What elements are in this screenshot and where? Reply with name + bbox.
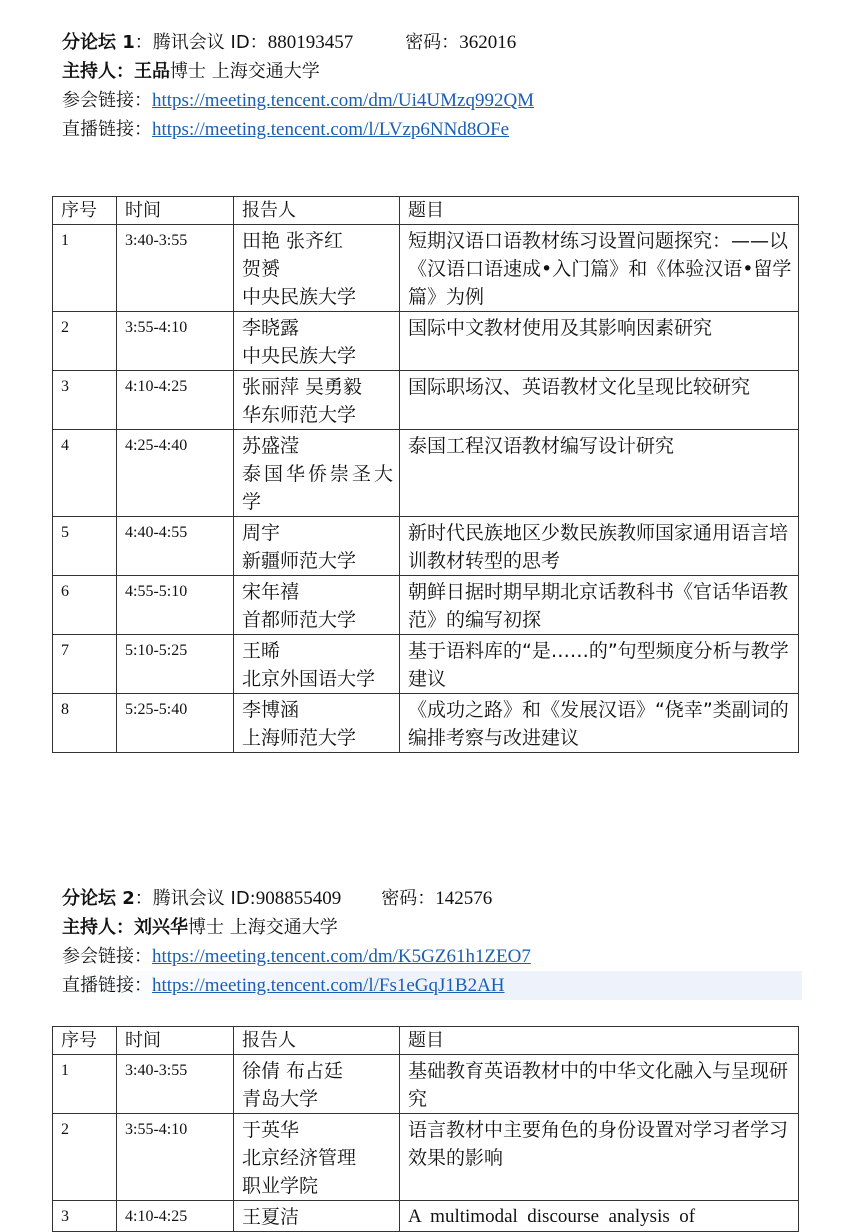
row-topic: 《成功之路》和《发展汉语》“侥幸”类副词的编排考察与改进建议: [400, 694, 799, 753]
password: 362016: [459, 32, 517, 53]
host-name: 王品: [134, 61, 170, 82]
reporter-affiliation: 北京经济管理: [242, 1147, 357, 1169]
row-no: 3: [53, 1201, 117, 1232]
table-row: [53, 694, 799, 753]
reporter-name: 周宇: [242, 522, 281, 544]
reporter-name: 田艳 张齐红: [242, 230, 344, 252]
forum-title: 分论坛 2: [62, 888, 135, 909]
row-topic: 朝鲜日据时期早期北京话教科书《官话华语教范》的编写初探: [400, 576, 799, 635]
table-header-row: [53, 1027, 799, 1055]
reporter-affiliation: 首都师范大学: [242, 609, 357, 631]
forum-2-join-line: [62, 942, 802, 971]
row-no: 4: [53, 430, 117, 517]
row-topic: 国际中文教材使用及其影响因素研究: [400, 312, 799, 371]
live-link[interactable]: https://meeting.tencent.com/l/Fs1eGqJ1B2AH: [152, 975, 505, 996]
row-topic: 基于语料库的“是……的”句型频度分析与教学建议: [400, 635, 799, 694]
table-row: [53, 1114, 799, 1201]
reporter-name: 张丽萍 吴勇毅: [242, 376, 363, 398]
forum-1-join-line: [62, 86, 802, 115]
row-topic: 国际职场汉、英语教材文化呈现比较研究: [400, 371, 799, 430]
forum-2-live-line: [62, 971, 802, 1000]
password-label: 密码：: [381, 888, 436, 909]
meeting-id-label: 腾讯会议 ID：: [152, 32, 268, 53]
row-no: 1: [53, 1055, 117, 1114]
header-no: 序号: [53, 1027, 117, 1055]
reporter-affiliation: 新疆师范大学: [242, 550, 357, 572]
forum-2-host-line: 主持人：刘兴华博士 上海交通大学: [62, 917, 338, 938]
password: 142576: [435, 888, 493, 909]
forum-2-meeting-line: 分论坛 2：腾讯会议 ID:908855409 密码：142576: [62, 888, 493, 909]
table-header-row: [53, 197, 799, 225]
join-link[interactable]: https://meeting.tencent.com/dm/Ui4UMzq992QM: [152, 90, 535, 111]
row-topic: A multimodal discourse analysis of: [400, 1201, 799, 1232]
row-reporter: [234, 225, 400, 312]
reporter-name: 苏盛滢: [242, 435, 300, 457]
row-reporter: [234, 1114, 400, 1201]
join-label: 参会链接：: [62, 946, 152, 967]
table-row: [53, 1055, 799, 1114]
row-reporter: [234, 576, 400, 635]
header-no: 序号: [53, 197, 117, 225]
row-time: 4:25-4:40: [117, 430, 234, 517]
table-row: [53, 635, 799, 694]
reporter-name: 李晓露: [242, 317, 300, 339]
live-label: 直播链接：: [62, 119, 152, 140]
table-row: [53, 1201, 799, 1232]
forum-1-host-line: 主持人：王品博士 上海交通大学: [62, 61, 320, 82]
reporter-affiliation: 泰国华侨崇圣大学: [242, 463, 393, 513]
row-topic: 新时代民族地区少数民族教师国家通用语言培训教材转型的思考: [400, 517, 799, 576]
table-row: [53, 371, 799, 430]
row-time: 4:55-5:10: [117, 576, 234, 635]
header-reporter: 报告人: [234, 197, 400, 225]
row-topic: 泰国工程汉语教材编写设计研究: [400, 430, 799, 517]
meeting-id-label: 腾讯会议 ID:: [152, 888, 256, 909]
row-reporter: [234, 635, 400, 694]
row-no: 5: [53, 517, 117, 576]
row-reporter: [234, 430, 400, 517]
reporter-affiliation: 青岛大学: [242, 1088, 319, 1110]
host-label: 主持人: [62, 917, 116, 938]
row-time: 5:10-5:25: [117, 635, 234, 694]
header-reporter: 报告人: [234, 1027, 400, 1055]
meeting-id: 880193457: [267, 32, 354, 53]
forum-1-info: [62, 28, 802, 144]
host-label: 主持人: [62, 61, 116, 82]
row-time: 3:40-3:55: [117, 225, 234, 312]
forum-2-info: [62, 884, 802, 1000]
forum-1-live-line: [62, 115, 802, 144]
forum-title: 分论坛 1: [62, 32, 135, 53]
header-time: 时间: [117, 197, 234, 225]
reporter-affiliation: 华东师范大学: [242, 404, 357, 426]
reporter-affiliation: 中央民族大学: [242, 345, 357, 367]
row-reporter: [234, 371, 400, 430]
row-reporter: [234, 517, 400, 576]
reporter-name: 王夏洁: [242, 1206, 300, 1228]
row-no: 1: [53, 225, 117, 312]
live-link[interactable]: https://meeting.tencent.com/l/LVzp6NNd8OFe: [152, 119, 510, 140]
forum-1-schedule-table: [52, 196, 799, 753]
reporter-name: 王晞: [242, 640, 281, 662]
row-topic: 语言教材中主要角色的身份设置对学习者学习效果的影响: [400, 1114, 799, 1201]
reporter-name: 李博涵: [242, 699, 300, 721]
password-label: 密码：: [405, 32, 460, 53]
join-label: 参会链接：: [62, 90, 152, 111]
host-affiliation: 博士 上海交通大学: [188, 917, 338, 938]
reporter-name: 于英华: [242, 1119, 300, 1141]
table-row: [53, 576, 799, 635]
row-time: 3:40-3:55: [117, 1055, 234, 1114]
header-time: 时间: [117, 1027, 234, 1055]
row-time: 4:40-4:55: [117, 517, 234, 576]
row-topic: 短期汉语口语教材练习设置问题探究：——以《汉语口语速成•入门篇》和《体验汉语•留学篇》为例: [400, 225, 799, 312]
header-topic: 题目: [400, 197, 799, 225]
row-time: 4:10-4:25: [117, 1201, 234, 1232]
row-no: 2: [53, 1114, 117, 1201]
row-no: 3: [53, 371, 117, 430]
table-row: [53, 312, 799, 371]
reporter-affiliation: 上海师范大学: [242, 727, 357, 749]
reporter-affiliation: 中央民族大学: [242, 286, 357, 308]
join-link[interactable]: https://meeting.tencent.com/dm/K5GZ61h1ZEO7: [152, 946, 531, 967]
reporter-name: 徐倩 布占廷: [242, 1060, 344, 1082]
host-name: 刘兴华: [134, 917, 188, 938]
row-time: 5:25-5:40: [117, 694, 234, 753]
live-label: 直播链接：: [62, 975, 152, 996]
row-time: 3:55-4:10: [117, 1114, 234, 1201]
reporter-affiliation: 北京外国语大学: [242, 668, 376, 690]
reporter-affiliation: 职业学院: [242, 1175, 319, 1197]
row-no: 2: [53, 312, 117, 371]
header-topic: 题目: [400, 1027, 799, 1055]
table-row: [53, 517, 799, 576]
meeting-id: 908855409: [255, 888, 342, 909]
forum-1-meeting-line: 分论坛 1：腾讯会议 ID：880193457 密码：362016: [62, 32, 517, 53]
table-row: [53, 430, 799, 517]
row-no: 7: [53, 635, 117, 694]
row-no: 6: [53, 576, 117, 635]
row-reporter: [234, 1201, 400, 1232]
reporter-name: 宋年禧: [242, 581, 300, 603]
row-topic: 基础教育英语教材中的中华文化融入与呈现研究: [400, 1055, 799, 1114]
row-time: 4:10-4:25: [117, 371, 234, 430]
row-no: 8: [53, 694, 117, 753]
reporter-name: 贺赟: [242, 258, 281, 280]
row-reporter: [234, 694, 400, 753]
row-time: 3:55-4:10: [117, 312, 234, 371]
forum-2-schedule-table: [52, 1026, 799, 1232]
table-row: [53, 225, 799, 312]
row-reporter: [234, 312, 400, 371]
row-reporter: [234, 1055, 400, 1114]
host-affiliation: 博士 上海交通大学: [170, 61, 320, 82]
